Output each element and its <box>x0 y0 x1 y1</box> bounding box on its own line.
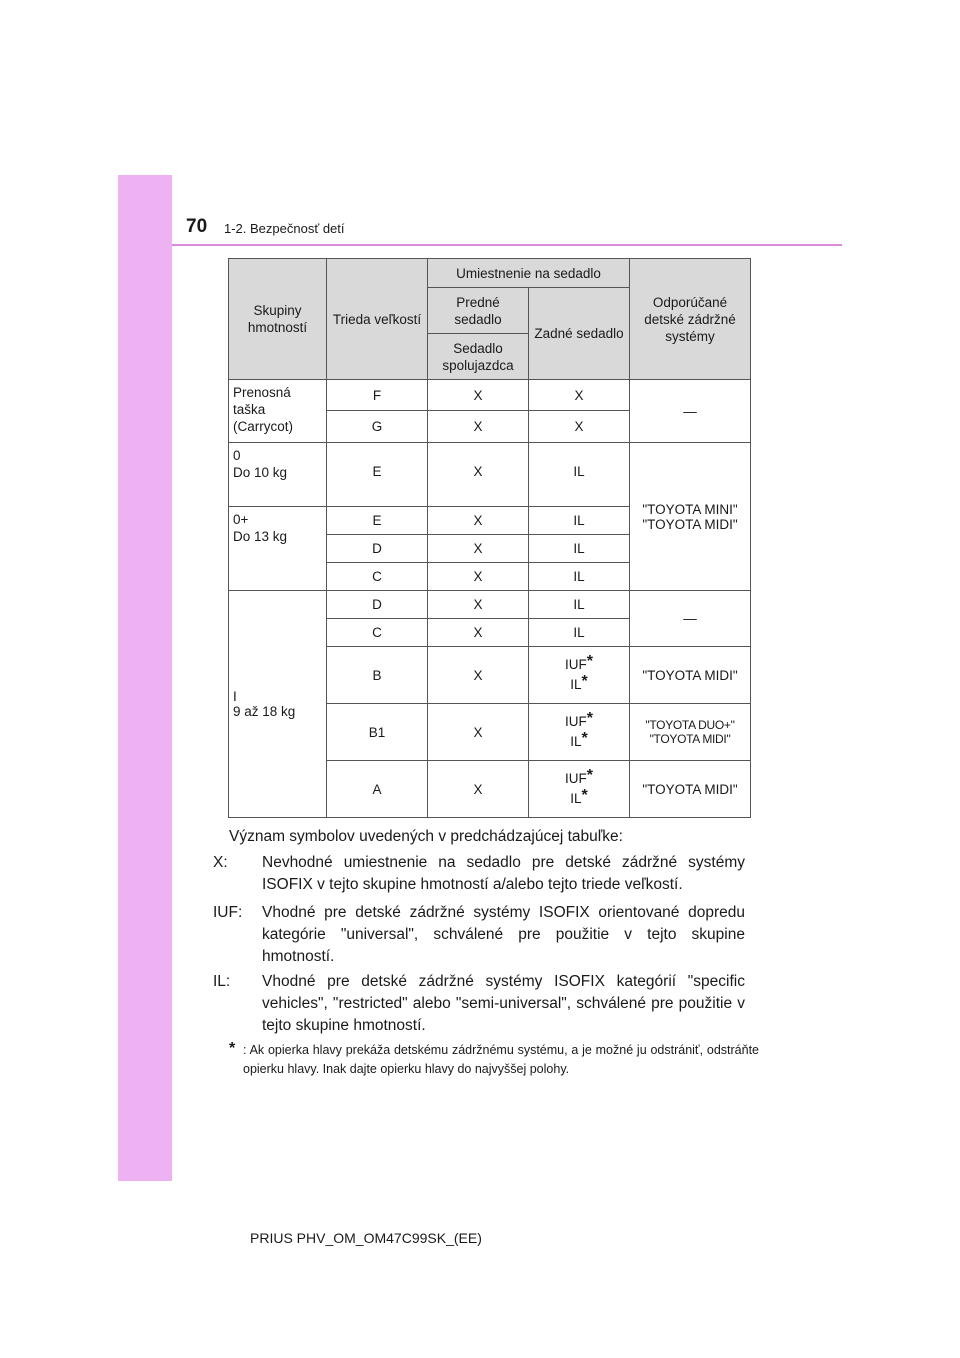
front-seat-cell: X <box>428 507 529 535</box>
weight-group-range: 9 až 18 kg <box>233 704 296 719</box>
rear-value-il: IL <box>570 734 582 749</box>
size-class-cell: B <box>327 647 428 704</box>
legend-x <box>213 852 745 896</box>
header-recommended: Odporúčané detské zádržné systémy <box>630 259 751 380</box>
legend-key: IUF: <box>213 904 243 921</box>
legend-text: Vhodné pre detské zádržné systémy ISOFIX kategórií "specific vehicles", "restricted" alebo "semi-universal", schválené pre použitie v tejto skupine hmotností. <box>262 973 745 1034</box>
header-rear-seat: Zadné sedadlo <box>529 288 630 380</box>
front-seat-cell: X <box>428 535 529 563</box>
isofix-seat-table <box>228 258 751 818</box>
rear-value-il: IL <box>570 791 582 806</box>
size-class-cell: D <box>327 591 428 619</box>
header-size-class: Trieda veľkostí <box>327 259 428 380</box>
table-row <box>229 380 751 411</box>
legend-text: Vhodné pre detské zádržné systémy ISOFIX orientované dopredu kategórie "universal", schválené pre použitie v tejto skupine hmotností. <box>262 904 745 965</box>
table-row <box>229 443 751 507</box>
weight-group-label: 0+ <box>233 512 249 527</box>
footnote-star: * <box>586 653 593 670</box>
size-class-cell: F <box>327 380 428 411</box>
chapter-sidebar-tab <box>118 175 172 1181</box>
rear-seat-cell: X <box>529 380 630 411</box>
header-passenger-seat: Sedadlo spolujazdca <box>428 334 529 380</box>
rear-seat-cell: IL <box>529 619 630 647</box>
rec-toyota-mini: "TOYOTA MINI" <box>642 501 738 517</box>
footnote-star: * <box>586 710 593 727</box>
footnote-star: * <box>229 1040 236 1057</box>
size-class-cell: B1 <box>327 704 428 761</box>
footnote-text: : Ak opierka hlavy prekáža detskému zádržnému systému, a je možné ju odstrániť, odstráňte opierku hlavy. Inak dajte opierku hlavy do najvyššej polohy. <box>243 1043 759 1076</box>
weight-group-range: Do 13 kg <box>233 529 288 544</box>
header-divider <box>172 244 842 246</box>
size-class-cell: A <box>327 761 428 818</box>
recommended-cell: "TOYOTA MIDI" <box>630 761 751 818</box>
legend-key: IL: <box>213 973 231 990</box>
header-weight-group: Skupiny hmotností <box>229 259 327 380</box>
front-seat-cell: X <box>428 563 529 591</box>
footnote-star: * <box>581 730 588 747</box>
size-class-cell: D <box>327 535 428 563</box>
recommended-cell <box>630 443 751 591</box>
size-class-cell: C <box>327 619 428 647</box>
section-title: 1-2. Bezpečnosť detí <box>224 221 345 236</box>
weight-group-carrycot: Prenosná taška (Carrycot) <box>229 380 327 443</box>
legend-il <box>213 971 745 1037</box>
front-seat-cell: X <box>428 591 529 619</box>
front-seat-cell: X <box>428 380 529 411</box>
table-row <box>229 591 751 619</box>
rear-seat-cell: IL <box>529 563 630 591</box>
legend-text: Nevhodné umiestnenie na sedadlo pre detské zádržné systémy ISOFIX v tejto skupine hmotností a/alebo tejto triede veľkostí. <box>262 854 745 893</box>
footnote <box>229 1041 759 1079</box>
rear-seat-cell: IL <box>529 535 630 563</box>
header-seat-location: Umiestnenie na sedadlo <box>428 259 630 288</box>
weight-group-0 <box>229 443 327 507</box>
rear-value-iuf: IUF <box>565 771 587 786</box>
rear-seat-cell <box>529 704 630 761</box>
recommended-cell: "TOYOTA MIDI" <box>630 647 751 704</box>
footnote-star: * <box>581 673 588 690</box>
front-seat-cell: X <box>428 704 529 761</box>
front-seat-cell: X <box>428 761 529 818</box>
size-class-cell: G <box>327 411 428 443</box>
weight-group-label: 0 <box>233 448 241 463</box>
size-class-cell: E <box>327 507 428 535</box>
size-class-cell: C <box>327 563 428 591</box>
weight-group-0plus <box>229 507 327 591</box>
rec-toyota-midi: "TOYOTA MIDI" <box>649 732 731 746</box>
front-seat-cell: X <box>428 411 529 443</box>
rear-value-iuf: IUF <box>565 714 587 729</box>
legend-iuf <box>213 902 745 968</box>
rear-value-iuf: IUF <box>565 657 587 672</box>
size-class-cell: E <box>327 443 428 507</box>
footnote-star: * <box>586 767 593 784</box>
front-seat-cell: X <box>428 443 529 507</box>
rear-seat-cell: IL <box>529 443 630 507</box>
recommended-cell: — <box>630 380 751 443</box>
rear-seat-cell: IL <box>529 591 630 619</box>
rear-seat-cell: IL <box>529 507 630 535</box>
document-footer: PRIUS PHV_OM_OM47C99SK_(EE) <box>250 1230 482 1246</box>
weight-group-range: Do 10 kg <box>233 465 288 480</box>
legend-key: X: <box>213 854 228 871</box>
page-number: 70 <box>186 216 208 237</box>
rear-seat-cell: X <box>529 411 630 443</box>
footnote-star: * <box>581 787 588 804</box>
weight-group-I <box>229 591 327 818</box>
legend-intro: Význam symbolov uvedených v predchádzajúcej tabuľke: <box>229 828 623 845</box>
front-seat-cell: X <box>428 647 529 704</box>
rear-seat-cell <box>529 761 630 818</box>
rec-toyota-duo: "TOYOTA DUO+" <box>645 718 735 732</box>
recommended-cell: — <box>630 591 751 647</box>
header-front-seat: Predné sedadlo <box>428 288 529 334</box>
weight-group-label: I <box>233 689 237 704</box>
front-seat-cell: X <box>428 619 529 647</box>
rear-seat-cell <box>529 647 630 704</box>
recommended-cell <box>630 704 751 761</box>
rec-toyota-midi: "TOYOTA MIDI" <box>642 516 738 532</box>
rear-value-il: IL <box>570 677 582 692</box>
